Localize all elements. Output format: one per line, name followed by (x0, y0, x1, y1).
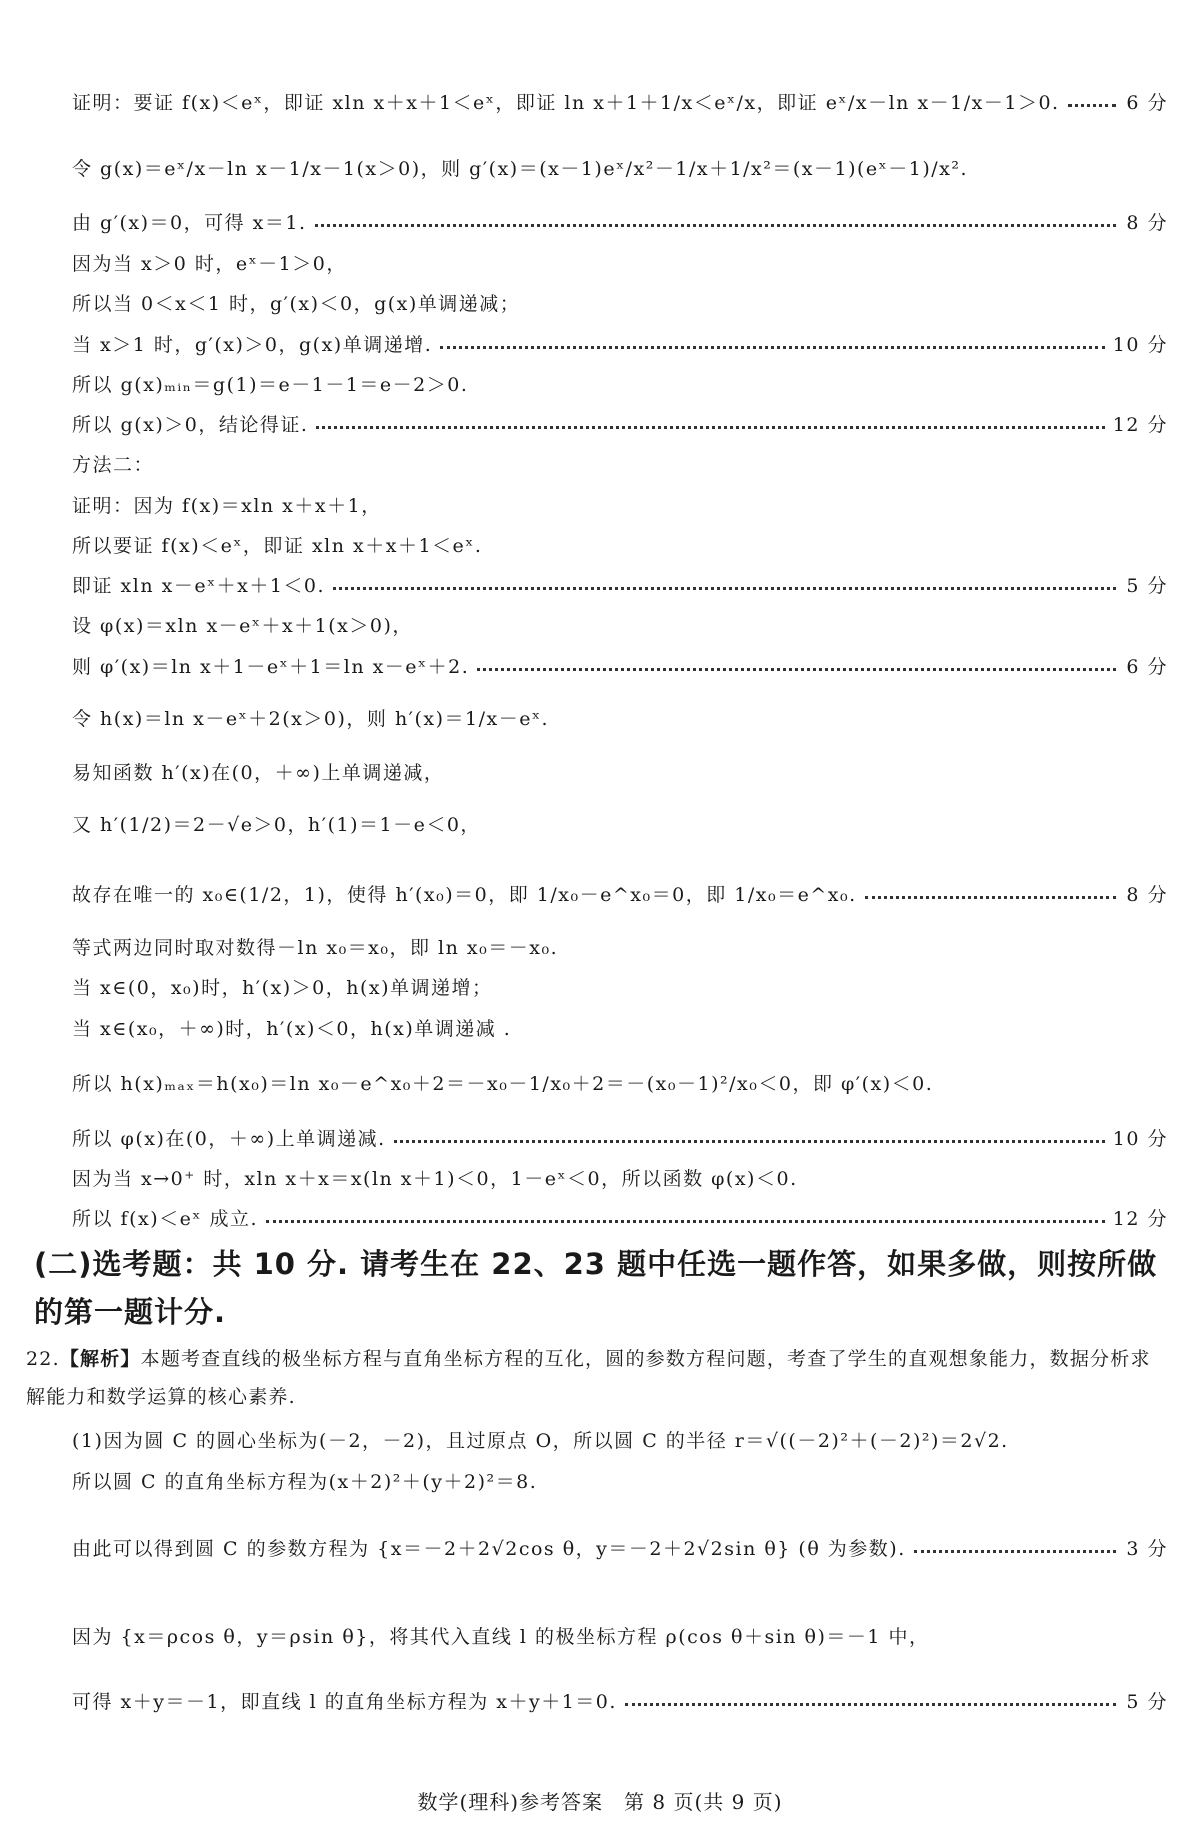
line (72, 1530, 1168, 1564)
score: 12 分 (1112, 1207, 1168, 1230)
line (72, 1200, 1168, 1234)
line-text: 证明：要证 f(x)＜eˣ，即证 xln x＋x＋1＜eˣ，即证 ln x＋1＋1/x＜eˣ/x，即证 eˣ/x－ln x－1/x－1＞0. (72, 91, 1060, 114)
line (72, 326, 1168, 360)
line-text: 因为当 x＞0 时，eˣ－1＞0， (72, 252, 347, 275)
line-text: 即证 xln x－eˣ＋x＋1＜0. (72, 574, 326, 597)
line-text: 由 g′(x)＝0，可得 x＝1. (72, 211, 307, 234)
analysis-tag: 【解析】 (59, 1348, 141, 1370)
leader-dots (316, 426, 1104, 429)
leader-dots (333, 587, 1116, 590)
line-text: 所以 g(x)ₘᵢₙ＝g(1)＝e－1－1＝e－2＞0. (72, 373, 469, 396)
score: 5 分 (1126, 574, 1168, 597)
leader-dots (477, 668, 1116, 671)
score: 10 分 (1112, 1127, 1168, 1150)
line (72, 1683, 1168, 1717)
line-text: 又 h′(1/2)＝2－√e＞0，h′(1)＝1－e＜0， (72, 813, 481, 836)
score: 8 分 (1126, 211, 1168, 234)
line-text: 由此可以得到圆 C 的参数方程为 {x＝－2＋2√2cos θ，y＝－2＋2√2sin θ} (θ 为参数). (72, 1537, 906, 1560)
question-number: 22. (26, 1348, 60, 1370)
line-text: 所以 f(x)＜eˣ 成立. (72, 1207, 258, 1230)
line-text: 故存在唯一的 x₀∈(1/2，1)，使得 h′(x₀)＝0，即 1/x₀－e^x₀＝0，即 1/x₀＝e^x₀. (72, 883, 857, 906)
line-text: 所以 φ(x)在(0，＋∞)上单调递减. (72, 1127, 386, 1150)
leader-dots (1068, 104, 1116, 107)
line-text: 当 x∈(x₀，＋∞)时，h′(x)＜0，h(x)单调递减 . (72, 1017, 512, 1040)
line-text: 所以 g(x)＞0，结论得证. (72, 413, 309, 436)
score: 3 分 (1126, 1537, 1168, 1560)
method-title (72, 446, 1168, 480)
score: 10 分 (1112, 333, 1168, 356)
line-text: 证明：因为 f(x)＝xln x＋x＋1， (72, 494, 382, 517)
leader-dots (440, 346, 1105, 349)
line (72, 567, 1168, 601)
score: 6 分 (1126, 655, 1168, 678)
leader-dots (266, 1220, 1105, 1223)
line-text: 令 g(x)＝eˣ/x－ln x－1/x－1(x＞0)，则 g′(x)＝(x－1)eˣ/x²－1/x＋1/x²＝(x－1)(eˣ－1)/x². (72, 157, 969, 180)
line (72, 1422, 1168, 1456)
line-text: 可得 x＋y＝－1，即直线 l 的直角坐标方程为 x＋y＋1＝0. (72, 1690, 617, 1713)
section-heading: (二)选考题：共 10 分. 请考生在 22、23 题中任选一题作答，如果多做，则按所做的第一题计分. (34, 1247, 1158, 1329)
line (72, 607, 1168, 641)
line (72, 969, 1168, 1003)
line (72, 754, 1168, 788)
score: 8 分 (1126, 883, 1168, 906)
score: 6 分 (1126, 91, 1168, 114)
leader-dots (914, 1550, 1116, 1553)
line-text: 因为当 x→0⁺ 时，xln x＋x＝x(ln x＋1)＜0，1－eˣ＜0，所以函数 φ(x)＜0. (72, 1167, 798, 1190)
leader-dots (865, 896, 1116, 899)
line (72, 876, 1168, 910)
line-text: 因为 {x＝ρcos θ，y＝ρsin θ}，将其代入直线 l 的极坐标方程 ρ(cos θ＋sin θ)＝－1 中， (72, 1625, 930, 1648)
line (72, 648, 1168, 682)
page-footer: 数学(理科)参考答案 第 8 页(共 9 页) (417, 1790, 783, 1814)
line (72, 366, 1168, 400)
method2-title: 方法二： (72, 453, 155, 476)
line-text: 所以要证 f(x)＜eˣ，即证 xln x＋x＋1＜eˣ. (72, 534, 483, 557)
line (72, 150, 1168, 184)
line (72, 806, 1168, 840)
line (72, 1618, 1168, 1652)
line (72, 285, 1168, 319)
line-text: 等式两边同时取对数得－ln x₀＝x₀，即 ln x₀＝－x₀. (72, 936, 559, 959)
score: 5 分 (1126, 1690, 1168, 1713)
line (72, 1120, 1168, 1154)
line-text: 则 φ′(x)＝ln x＋1－eˣ＋1＝ln x－eˣ＋2. (72, 655, 470, 678)
line-text: 所以圆 C 的直角坐标方程为(x＋2)²＋(y＋2)²＝8. (72, 1470, 538, 1493)
line (72, 1010, 1168, 1044)
line (72, 204, 1168, 238)
line (72, 700, 1168, 734)
line (72, 1463, 1168, 1497)
line (72, 527, 1168, 561)
line-text: 所以当 0＜x＜1 时，g′(x)＜0，g(x)单调递减； (72, 292, 521, 315)
line (72, 84, 1168, 118)
line-text: 所以 h(x)ₘₐₓ＝h(x₀)＝ln x₀－e^x₀＋2＝－x₀－1/x₀＋2＝－(x₀－1)²/x₀＜0，即 φ′(x)＜0. (72, 1072, 934, 1095)
leader-dots (625, 1703, 1116, 1706)
line-text: 令 h(x)＝ln x－eˣ＋2(x＞0)，则 h′(x)＝1/x－eˣ. (72, 707, 550, 730)
line-text: 易知函数 h′(x)在(0，＋∞)上单调递减， (72, 761, 445, 784)
analysis-text: 本题考查直线的极坐标方程与直角坐标方程的互化，圆的参数方程问题，考查了学生的直观想象能力，数据分析求解能力和数学运算的核心素养. (26, 1348, 1151, 1408)
line (72, 245, 1168, 279)
q22-analysis (26, 1340, 1170, 1416)
line-text: 当 x＞1 时，g′(x)＞0，g(x)单调递增. (72, 333, 433, 356)
line (72, 487, 1168, 521)
leader-dots (315, 224, 1116, 227)
line-text: (1)因为圆 C 的圆心坐标为(－2，－2)，且过原点 O，所以圆 C 的半径 r＝√((－2)²＋(－2)²)＝2√2. (72, 1429, 1009, 1452)
leader-dots (394, 1140, 1105, 1143)
line-text: 当 x∈(0，x₀)时，h′(x)＞0，h(x)单调递增； (72, 976, 493, 999)
line-text: 设 φ(x)＝xln x－eˣ＋x＋1(x＞0)， (72, 614, 413, 637)
score: 12 分 (1112, 413, 1168, 436)
line (72, 1160, 1168, 1194)
line (72, 406, 1168, 440)
line (72, 1065, 1168, 1099)
line (72, 929, 1168, 963)
